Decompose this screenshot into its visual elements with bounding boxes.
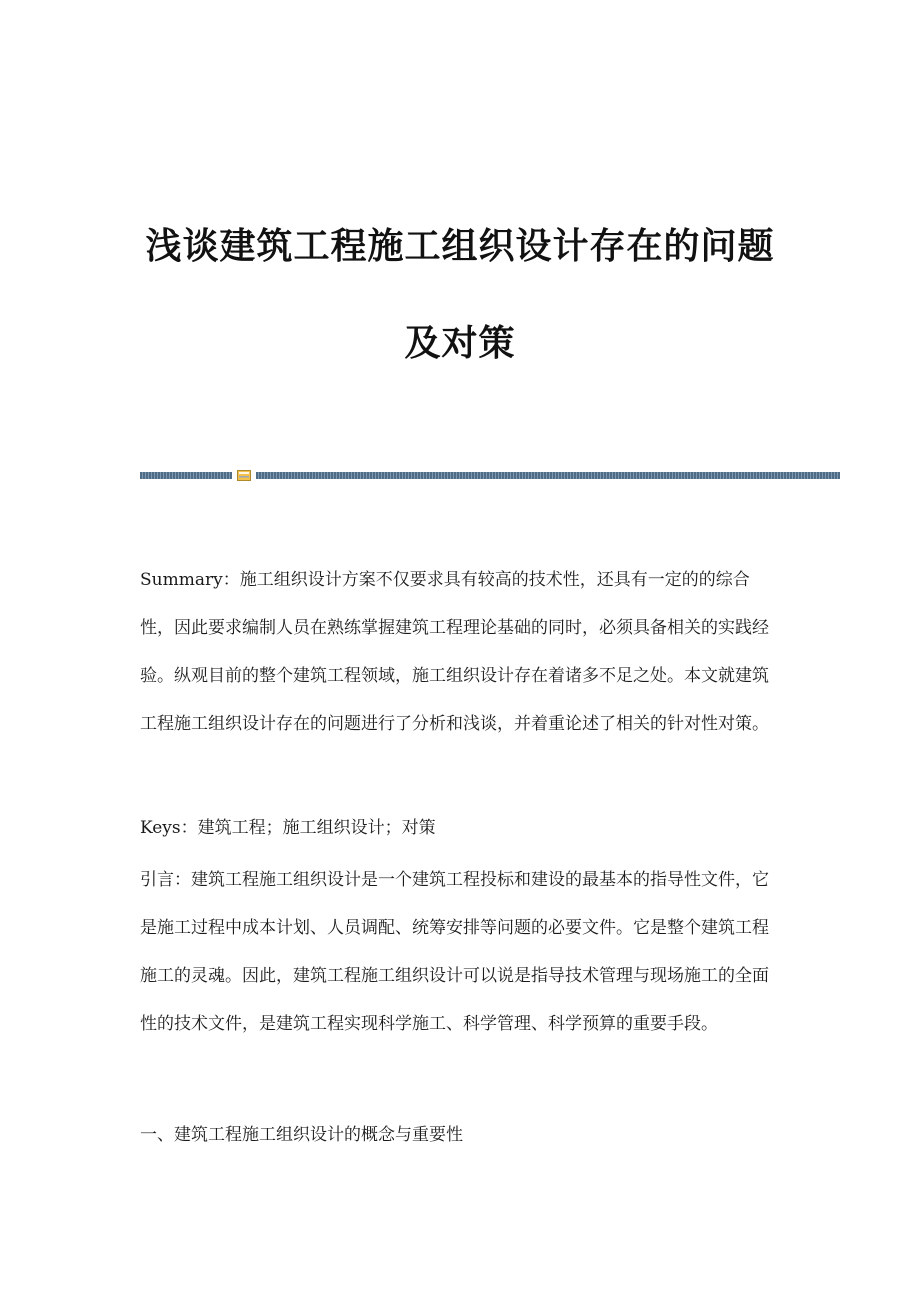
section-1-heading: 一、建筑工程施工组织设计的概念与重要性 (140, 1125, 463, 1145)
divider-bar-left (140, 472, 232, 479)
divider-bar-right (256, 472, 840, 479)
envelope-ornament-icon (237, 470, 251, 481)
document-title-line2: 及对策 (404, 323, 516, 364)
title-divider (140, 470, 840, 482)
introduction-paragraph: 引言：建筑工程施工组织设计是一个建筑工程投标和建设的最基本的指导性文件，它是施工过程中成本计划、人员调配、统筹安排等问题的必要文件。它是整个建筑工程施工的灵魂。因此，建筑工程施工组织设计可以说是指导技术管理与现场施工的全面性的技术文件，是建筑工程实现科学施工、科学管理、科学预算的重要手段。 (140, 870, 769, 1034)
keywords-line: Keys：建筑工程；施工组织设计；对策 (140, 818, 436, 838)
document-title-line1: 浅谈建筑工程施工组织设计存在的问题 (145, 226, 775, 267)
summary-paragraph: Summary：施工组织设计方案不仅要求具有较高的技术性，还具有一定的的综合性，因此要求编制人员在熟练掌握建筑工程理论基础的同时，必须具备相关的实践经验。纵观目前的整个建筑工程领域，施工组织设计存在着诸多不足之处。本文就建筑工程施工组织设计存在的问题进行了分析和浅谈，并着重论述了相关的针对性对策。 (140, 570, 769, 734)
